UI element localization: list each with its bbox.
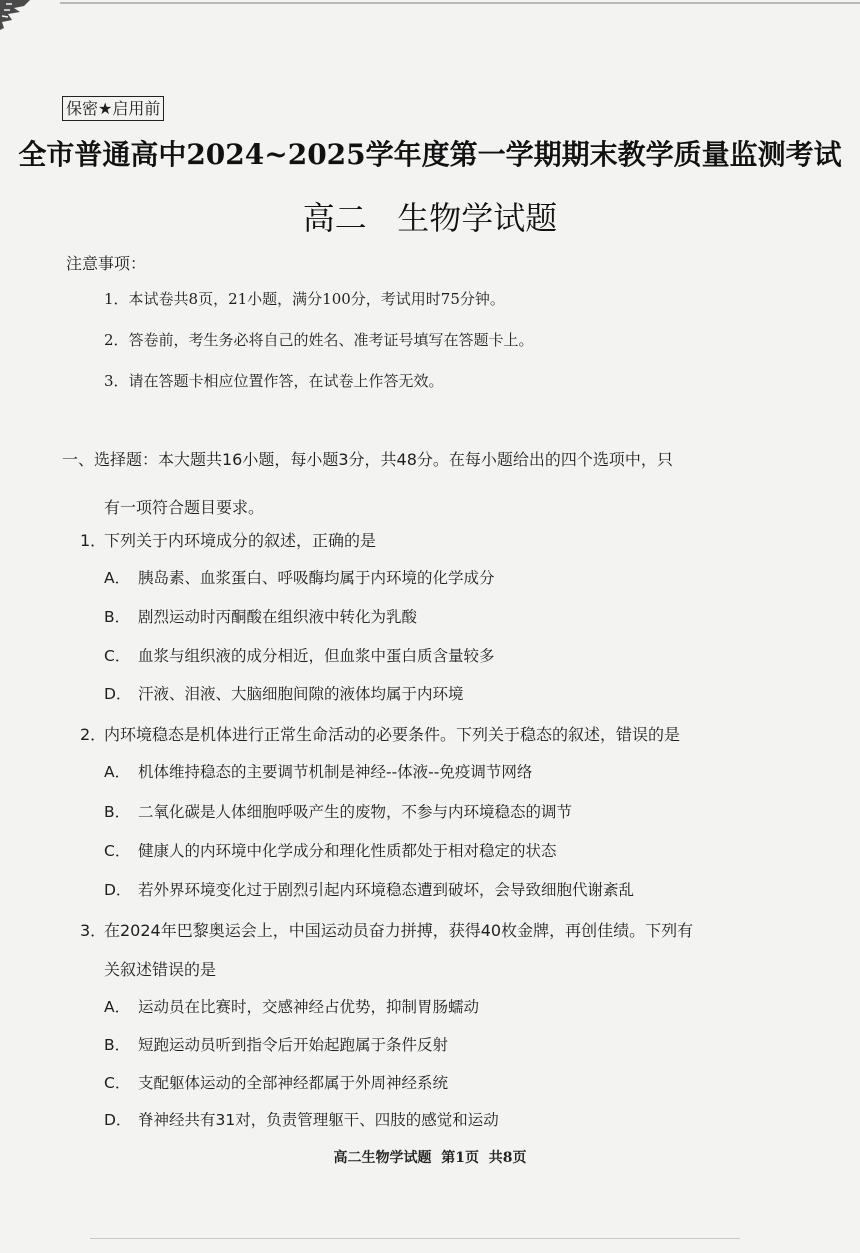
option-text: 二氧化碳是人体细胞呼吸产生的废物，不参与内环境稳态的调节 [138,803,573,821]
question-stem-text: 关叙述错误的是 [104,960,217,979]
option-text: 若外界环境变化过于剧烈引起内环境稳态遭到破坏，会导致细胞代谢紊乱 [138,881,635,899]
option-letter: D． [104,685,132,703]
option-text: 剧烈运动时丙酮酸在组织液中转化为乳酸 [138,608,418,626]
page-bottom-edge [90,1238,740,1239]
question-stem-text: 下列关于内环境成分的叙述，正确的是 [104,531,377,550]
notes-list [104,289,534,412]
question-2-option-a [104,760,532,782]
question-1-option-c [104,644,495,666]
question-3-option-c [104,1071,448,1093]
section-instructions-line: 有一项符合题目要求。 [104,498,265,517]
question-3-stem [80,918,693,941]
question-stem-text: 内环境稳态是机体进行正常生命活动的必要条件。下列关于稳态的叙述，错误的是 [104,725,681,744]
question-2-option-c [104,839,557,861]
option-letter: B． [104,608,131,626]
question-1-stem [80,528,376,551]
section-instructions [62,436,782,532]
question-3-option-a [104,995,479,1017]
option-letter: B． [104,1036,131,1054]
option-text: 血浆与组织液的成分相近，但血浆中蛋白质含量较多 [138,647,495,665]
option-text: 脊神经共有31对，负责管理躯干、四肢的感觉和运动 [138,1111,499,1129]
note-item: 3．请在答题卡相应位置作答，在试卷上作答无效。 [104,372,444,390]
option-text: 短跑运动员听到指令后开始起跑属于条件反射 [138,1036,449,1054]
question-3-option-d [104,1108,499,1130]
note-item: 2．答卷前，考生务必将自己的姓名、准考证号填写在答题卡上。 [104,331,534,349]
question-2-option-d [104,878,634,900]
page-top-edge [60,2,860,4]
question-stem-text: 在2024年巴黎奥运会上，中国运动员奋力拼搏，获得40枚金牌，再创佳绩。下列有 [104,921,694,940]
subject-title: 高二 生物学试题 [302,199,558,237]
question-number: 3． [80,921,107,940]
option-text: 运动员在比赛时，交感神经占优势，抑制胃肠蠕动 [138,998,480,1016]
section-instructions-line: 一、选择题：本大题共16小题，每小题3分，共48分。在每小题给出的四个选项中，只 [62,450,673,469]
question-3-stem-continued [104,957,216,980]
option-letter: B． [104,803,131,821]
option-letter: A． [104,998,131,1016]
option-letter: A． [104,763,131,781]
option-text: 汗液、泪液、大脑细胞间隙的液体均属于内环境 [138,685,464,703]
option-text: 胰岛素、血浆蛋白、呼吸酶均属于内环境的化学成分 [138,569,495,587]
page-footer: 高二生物学试题 第1页 共8页 [333,1150,527,1166]
notes-heading: 注意事项： [66,254,147,273]
exam-title: 全市普通高中2024~2025学年度第一学期期末教学质量监测考试 [18,138,842,171]
question-number: 1． [80,531,107,550]
question-2-option-b [104,800,572,822]
staple-mark-icon [0,0,38,32]
question-1-option-b [104,605,417,627]
question-number: 2． [80,725,107,744]
option-letter: C． [104,1074,131,1092]
question-1-option-d [104,682,464,704]
note-item: 1．本试卷共8页，21小题，满分100分，考试用时75分钟。 [104,290,505,308]
confidential-label: 保密★启用前 [62,96,164,121]
question-1-option-a [104,566,495,588]
option-text: 支配躯体运动的全部神经都属于外周神经系统 [138,1074,449,1092]
question-2-stem [80,722,680,745]
option-letter: C． [104,647,131,665]
option-text: 机体维持稳态的主要调节机制是神经--体液--免疫调节网络 [138,763,533,781]
question-3-option-b [104,1033,448,1055]
option-letter: A． [104,569,131,587]
option-letter: D． [104,881,132,899]
option-text: 健康人的内环境中化学成分和理化性质都处于相对稳定的状态 [138,842,557,860]
option-letter: D． [104,1111,132,1129]
option-letter: C． [104,842,131,860]
